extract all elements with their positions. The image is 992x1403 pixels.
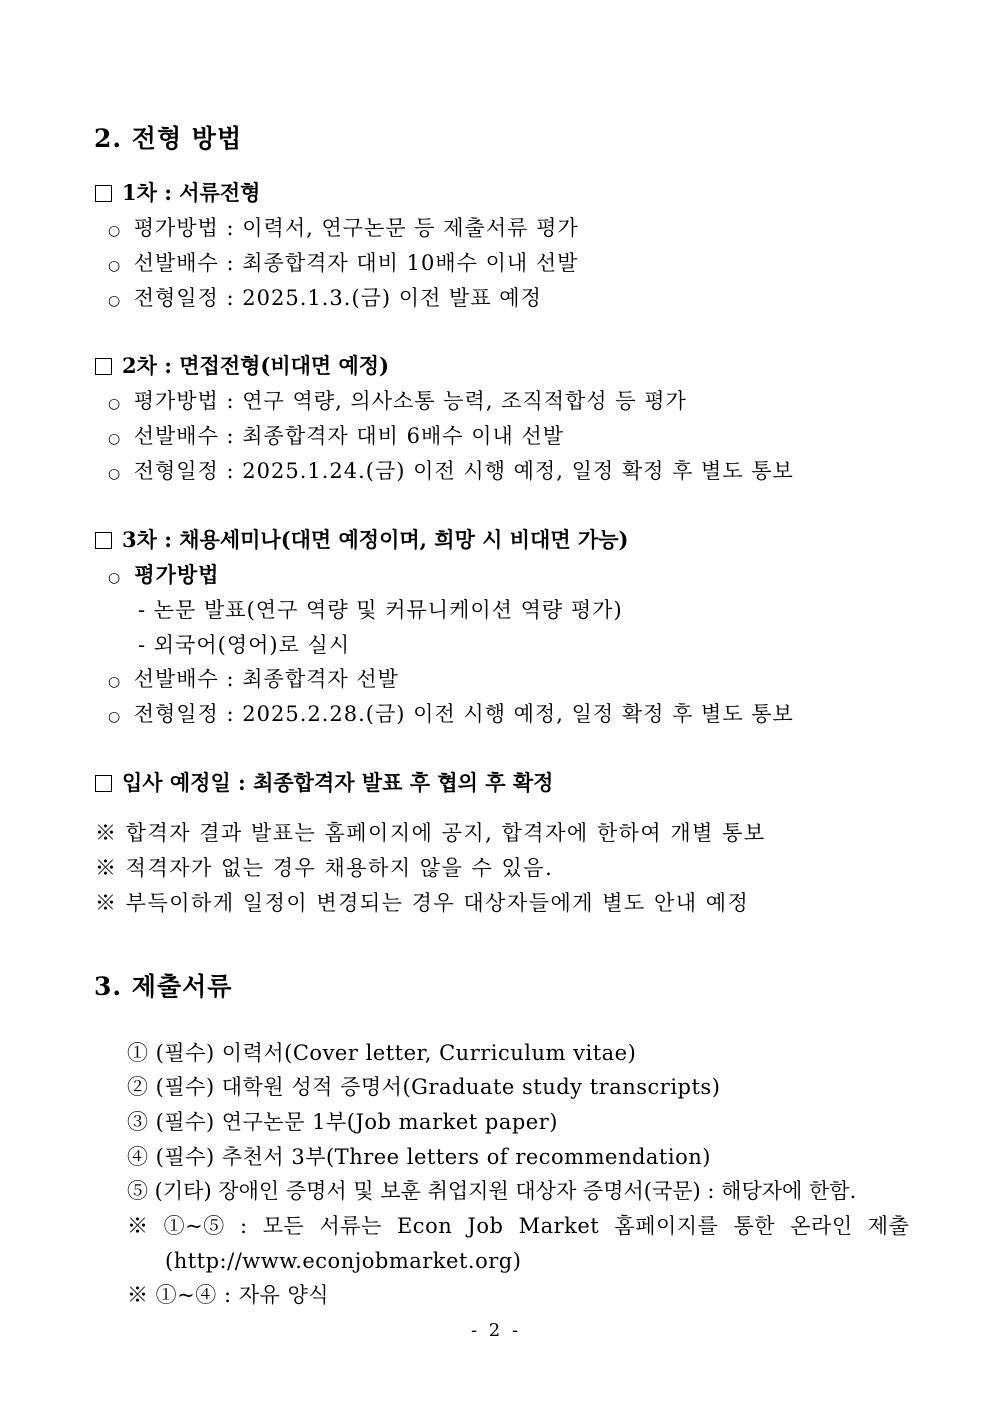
bullet-circle-icon: ○: [108, 431, 122, 447]
bullet-circle-icon: ○: [108, 396, 122, 412]
note: ※ 합격자 결과 발표는 홈페이지에 공지, 합격자에 한하여 개별 통보: [95, 821, 766, 845]
format-note: ※ ①~④ : 자유 양식: [127, 1283, 330, 1307]
bullet-circle-icon: ○: [108, 466, 122, 482]
document-item: ② (필수) 대학원 성적 증명서(Graduate study transcripts): [127, 1075, 721, 1099]
bullet-circle-icon: ○: [108, 674, 122, 690]
note: ※ 적격자가 없는 경우 채용하지 않을 수 있음.: [95, 856, 554, 880]
document-item: ① (필수) 이력서(Cover letter, Curriculum vitae): [127, 1041, 637, 1065]
stage1-item: ○ 선발배수 : 최종합격자 대비 10배수 이내 선발: [108, 248, 578, 281]
stage3-method: ○ 평가방법: [108, 560, 219, 593]
stage2-item: ○ 선발배수 : 최종합격자 대비 6배수 이내 선발: [108, 421, 564, 454]
bullet-circle-icon: ○: [108, 570, 122, 586]
entry-date: 입사 예정일 : 최종합격자 발표 후 협의 후 확정: [95, 768, 553, 798]
stage1-item: ○ 평가방법 : 이력서, 연구논문 등 제출서류 평가: [108, 213, 579, 246]
submission-url[interactable]: (http://www.econjobmarket.org): [165, 1249, 522, 1273]
stage3-item: ○ 선발배수 : 최종합격자 선발: [108, 664, 399, 697]
checkbox-square-icon: [95, 358, 112, 375]
stage3-heading: 3차 : 채용세미나(대면 예정이며, 희망 시 비대면 가능): [95, 525, 628, 555]
document-item: ⑤ (기타) 장애인 증명서 및 보훈 취업지원 대상자 증명서(국문) : 해당자에 한함.: [127, 1179, 857, 1203]
document-item: ③ (필수) 연구논문 1부(Job market paper): [127, 1110, 558, 1134]
section-3-title: 3. 제출서류: [94, 972, 233, 1001]
stage1-item: ○ 전형일정 : 2025.1.3.(금) 이전 발표 예정: [108, 283, 542, 316]
stage3-method-subitem: - 외국어(영어)로 실시: [138, 633, 351, 657]
checkbox-square-icon: [95, 185, 112, 202]
section-2-title: 2. 전형 방법: [94, 124, 243, 153]
stage1-heading: 1차 : 서류전형: [95, 178, 260, 208]
checkbox-square-icon: [95, 775, 112, 792]
bullet-circle-icon: ○: [108, 709, 122, 725]
stage2-item: ○ 전형일정 : 2025.1.24.(금) 이전 시행 예정, 일정 확정 후 별도 통보: [108, 456, 794, 489]
note: ※ 부득이하게 일정이 변경되는 경우 대상자들에게 별도 안내 예정: [95, 891, 750, 915]
bullet-circle-icon: ○: [108, 258, 122, 274]
bullet-circle-icon: ○: [108, 223, 122, 239]
page-number: - 2 -: [470, 1320, 522, 1341]
document-item: ④ (필수) 추천서 3부(Three letters of recommendation): [127, 1145, 711, 1169]
checkbox-square-icon: [95, 532, 112, 549]
bullet-circle-icon: ○: [108, 293, 122, 309]
stage2-heading: 2차 : 면접전형(비대면 예정): [95, 351, 389, 381]
stage3-method-subitem: - 논문 발표(연구 역량 및 커뮤니케이션 역량 평가): [138, 598, 623, 622]
stage3-item: ○ 전형일정 : 2025.2.28.(금) 이전 시행 예정, 일정 확정 후 별도 통보: [108, 699, 794, 732]
submission-note: ※ ①~⑤ : 모든 서류는 Econ Job Market 홈페이지를 통한 온라인 제출: [127, 1214, 910, 1238]
stage2-item: ○ 평가방법 : 연구 역량, 의사소통 능력, 조직적합성 등 평가: [108, 386, 687, 419]
